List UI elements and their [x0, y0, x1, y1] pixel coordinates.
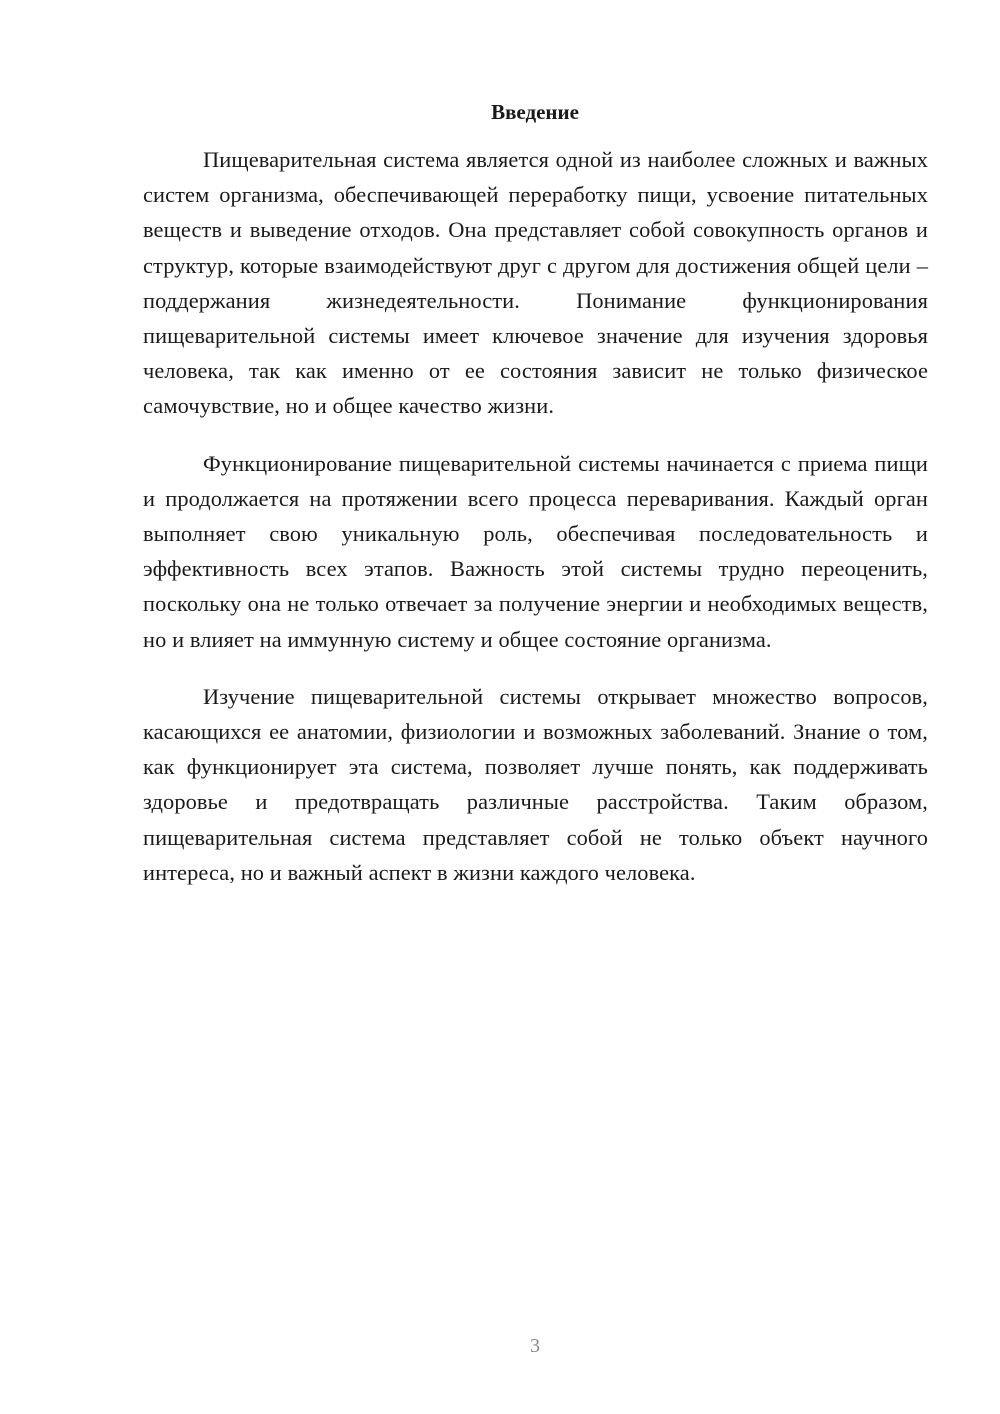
section-heading: Введение [491, 100, 579, 124]
paragraph-3: Изучение пищеварительной системы открывает множество вопросов, касающихся ее анатомии, физиологии и возможных заболеваний. Знание о том, как функционирует эта система, позволяет лучше понять, как поддерживать здоровье и предотвращать различные расстройства. Таким образом, пищеварительная система представляет собой не только объект научного интереса, но и важный аспект в жизни каждого человека. [143, 683, 928, 885]
paragraph-1: Пищеварительная система является одной из наиболее сложных и важных систем организма, обеспечивающей переработку пищи, усвоение питательных веществ и выведение отходов. Она представляет собой совокупность органов и структур, которые взаимодействуют друг с другом для достижения общей цели – поддержания жизнедеятельности. Понимание функционирования пищеварительной системы имеет ключевое значение для изучения здоровья человека, так как именно от ее состояния зависит не только физическое самочувствие, но и общее качество жизни. [143, 147, 928, 419]
paragraph-2: Функционирование пищеварительной системы начинается с приема пищи и продолжается на протяжении всего процесса переваривания. Каждый орган выполняет свою уникальную роль, обеспечивая последовательность и эффективность всех этапов. Важность этой системы трудно переоценить, поскольку она не только отвечает за получение энергии и необходимых веществ, но и влияет на иммунную систему и общее состояние организма. [143, 450, 928, 652]
document-body [143, 142, 928, 912]
page-number: 3 [530, 1335, 540, 1357]
